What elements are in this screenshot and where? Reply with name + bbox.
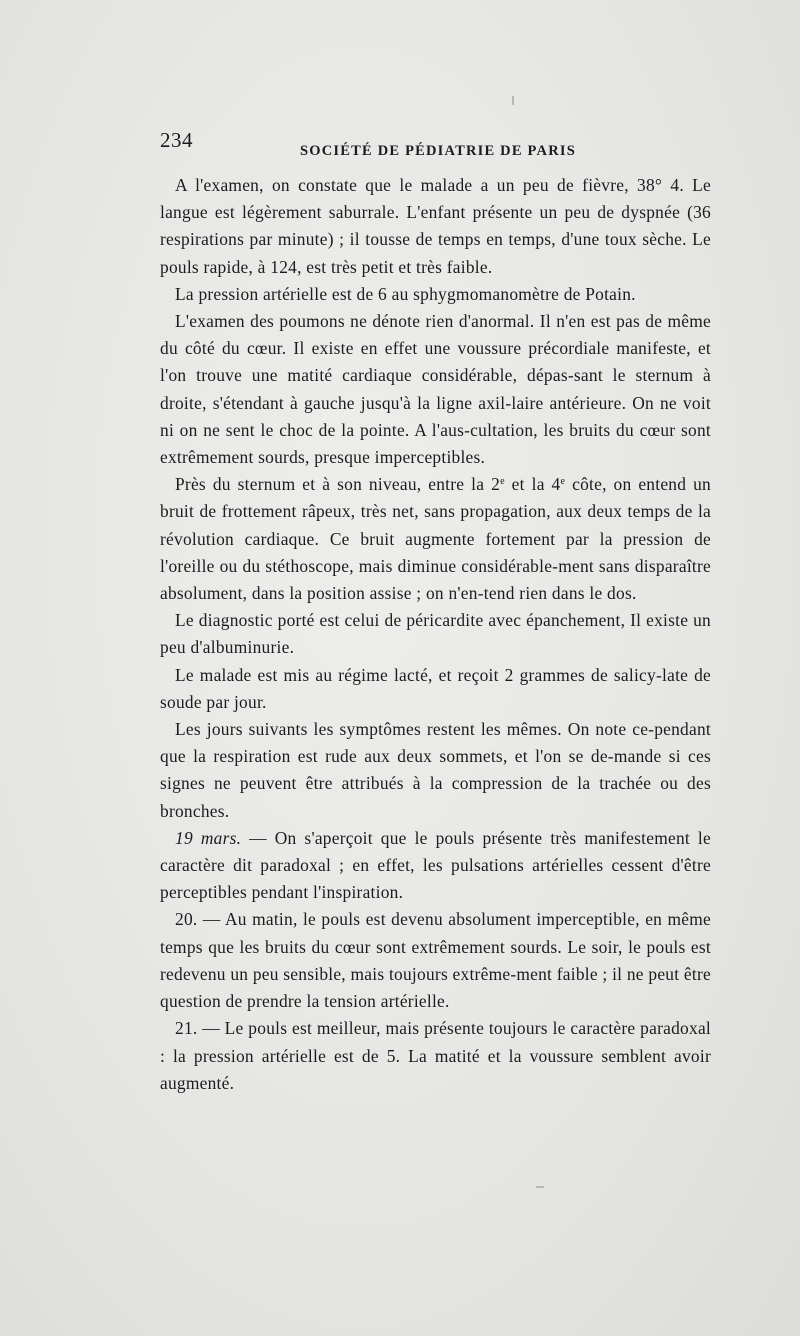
- paragraph-examination: A l'examen, on constate que le malade a un peu de fièvre, 38° 4. Le langue est légèrement saburrale. L'enfant présente un peu de dyspnée (36 respirations par minute) ; il tousse de temps en temps, d'une toux sèche. Le pouls rapide, à 124, est très petit et très faible.: [160, 175, 711, 277]
- paragraph-march-19: [160, 825, 711, 907]
- page-number: 234: [160, 128, 193, 152]
- superscript: e: [500, 476, 505, 488]
- paragraph-day-21: 21. — Le pouls est meilleur, mais présente toujours le caractère paradoxal : la pression artérielle est de 5. La matité et la voussure semblent avoir augmenté.: [160, 1018, 711, 1093]
- paragraph-treatment: Le malade est mis au régime lacté, et reçoit 2 grammes de salicy-late de soude par jour.: [160, 664, 711, 712]
- text-segment: et la 4: [504, 474, 561, 495]
- paragraph-blood-pressure: La pression artérielle est de 6 au sphygmomanomètre de Potain.: [175, 283, 636, 304]
- paragraph-diagnosis: Le diagnostic porté est celui de péricardite avec épanchement, Il existe un peu d'albuminurie.: [160, 610, 711, 658]
- paragraph-following-days: Les jours suivants les symptômes restent les mêmes. On note ce-pendant que la respiration est rude aux deux sommets, et l'on se de-mande si ces signes ne peuvent être attribués à la compression de la trachée ou des bronches.: [160, 719, 711, 821]
- paragraph-day-20: 20. — Au matin, le pouls est devenu absolument imperceptible, en même temps que les bruits du cœur sont extrêmement sourds. Le soir, le pouls est redevenu un peu sensible, mais toujours extrême-ment faible ; il ne peut être question de prendre la tension artérielle.: [160, 909, 711, 1012]
- paragraph-lungs-heart: L'examen des poumons ne dénote rien d'anormal. Il n'en est pas de même du côté du cœur. Il existe en effet une voussure précordiale manifeste, et l'on trouve une matité cardiaque considérable, dépas-sant le sternum à droite, s'étendant à gauche jusqu'à la ligne axil-laire antérieure. On ne voit ni on ne sent le choc de la pointe. A l'aus-cultation, les bruits du cœur sont extrêmement sourds, presque imperceptibles.: [160, 311, 711, 468]
- text-segment: — On s'aperçoit que le pouls présente très manifestement le caractère dit paradoxal ; en effet, les pulsations artérielles cessent d'être perceptibles pendant l'inspiration.: [160, 827, 711, 903]
- scan-speck: [536, 1186, 544, 1188]
- text-segment: Près du sternum et à son niveau, entre la 2: [175, 474, 501, 495]
- scan-speck: [512, 96, 514, 105]
- running-head: SOCIÉTÉ DE PÉDIATRIE DE PARIS: [300, 143, 576, 159]
- text-segment: côte, on entend un bruit de frottement râpeux, très net, sans propagation, aux deux temps de la révolution cardiaque. Ce bruit augmente fortement par la pression de l'oreille ou du stéthoscope, mais diminue considérable-ment sans disparaître absolument, dans la position assise ; on n'en-tend rien dans le dos.: [160, 474, 711, 604]
- date-label: 19 mars.: [175, 827, 242, 848]
- body-text: [160, 172, 711, 1097]
- superscript: e: [560, 476, 566, 488]
- paragraph-friction-rub: [160, 471, 711, 607]
